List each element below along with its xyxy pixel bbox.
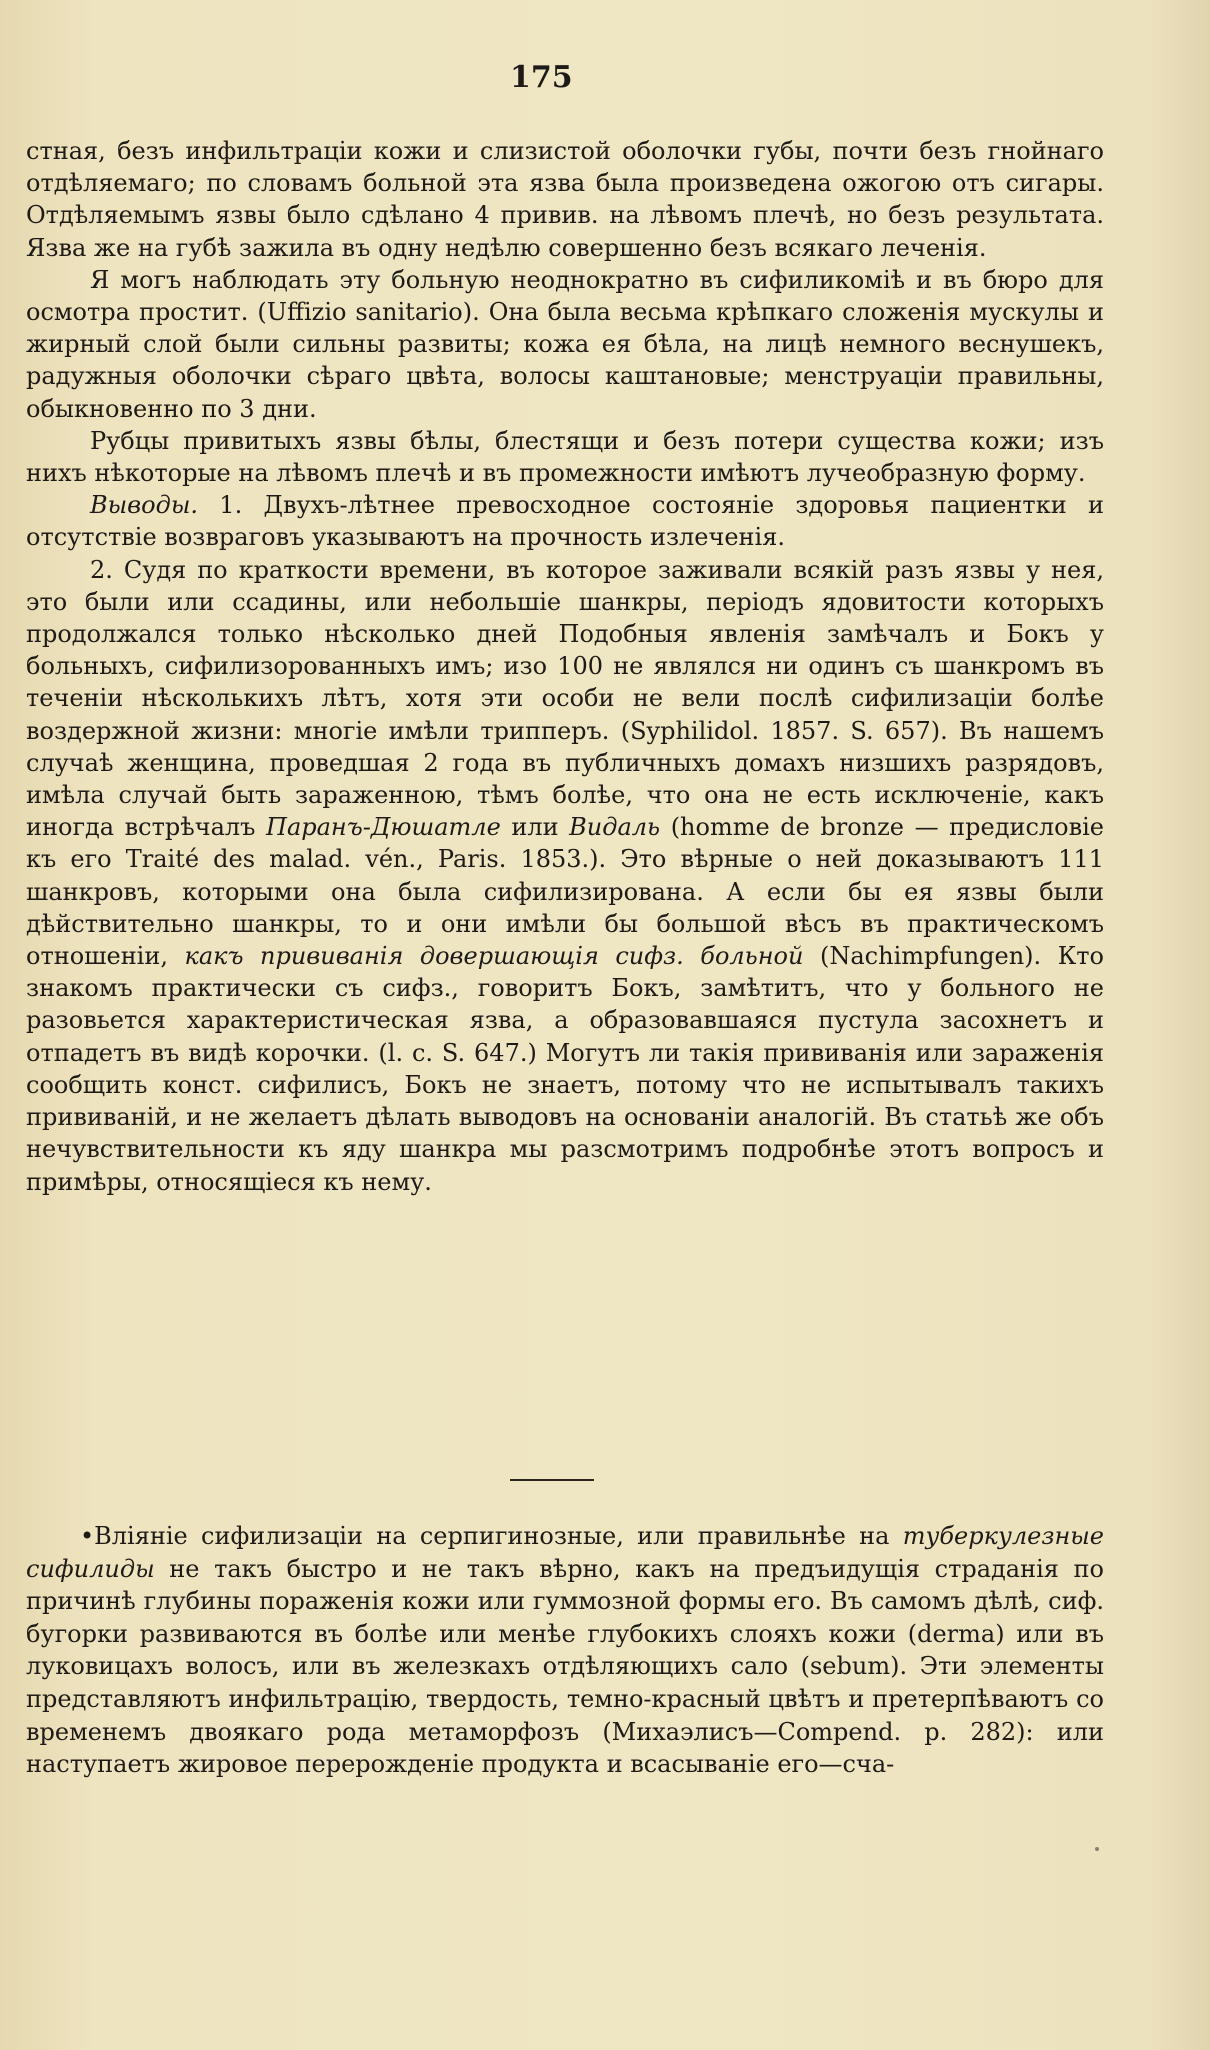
paragraph-4-conclusions [26,489,1104,553]
paragraph-1-text: стная, безъ инфильтраціи кожи и слизистой оболочки губы, почти безъ гнойнаго отдѣляемаго; по словамъ больной эта язва была произведена ожогою отъ сигары. Отдѣляемымъ язвы было сдѣлано 4 привив. на лѣвомъ плечѣ, но безъ результата. Язва же на губѣ зажила въ одну недѣлю совершенно безъ всякаго леченія. [26,137,1104,262]
footnote-marker: • [80,1522,95,1550]
footnote-paragraph [26,1520,1104,1781]
footnote-text-tail: не такъ быстро и не такъ вѣрно, какъ на предъидущія страданія по причинѣ глубины пораженія кожи или гуммозной формы его. Въ самомъ дѣлѣ, сиф. бугорки развиваются въ болѣе или менѣе глубокихъ слояхъ кожи (derma) или въ луковицахъ волосъ, или въ железкахъ отдѣляющихъ сало (sebum). Эти элементы представляютъ инфильтрацію, твердость, темно-красный цвѣтъ и претерпѣваютъ со временемъ двоякаго рода метаморфозъ (Михаэлисъ—Compend. p. 282): или наступаетъ жировое перерожденіе продукта и всасываніе его—сча- [26,1554,1104,1779]
paragraph-5-text-tail2: (Nachimpfungen). Кто знакомъ практически съ сифз., говоритъ Бокъ, замѣтитъ, что у больного не разовьется характеристическая язва, а образовавшаяся пустула засохнетъ и отпадетъ въ видѣ корочки. (l. c. S. 647.) Могутъ ли такія прививанія или зараженія сообщить конст. сифилисъ, Бокъ не знаетъ, потому что не испытывалъ такихъ прививаній, и не желаетъ дѣлать выводовъ на основаніи аналогій. Въ статьѣ же объ нечувствительности къ яду шанкра мы разсмотримъ подробнѣе этотъ вопросъ и примѣры, относящіеся къ нему. [26,942,1104,1196]
paragraph-5-text-lead: 2. Судя по краткости времени, въ которое заживали всякій разъ язвы у нея, это были или ссадины, или небольшіе шанкры, періодъ ядовитости которыхъ продолжался только нѣсколько дней Подобныя явленія замѣчалъ и Бокъ у больныхъ, сифилизорованныхъ имъ; изо 100 не являлся ни одинъ съ шанкромъ въ теченіи нѣсколькихъ лѣтъ, хотя эти особи не вели послѣ сифилизаціи болѣе воздержной жизни: многіе имѣли трипперъ. (Syphilidol. 1857. S. 657). Въ нашемъ случаѣ женщина, проведшая 2 года въ публичныхъ домахъ низшихъ разрядовъ, имѣла случай быть зараженною, тѣмъ болѣе, что она не есть исключеніе, какъ иногда встрѣчалъ [26,555,1104,842]
paragraph-3 [26,425,1104,489]
paragraph-2-text: Я могъ наблюдать эту больную неоднократно въ сифиликоміѣ и въ бюро для осмотра простит. (Uffizio sanitario). Она была весьма крѣпкаго сложенія мускулы и жирный слой были сильны развиты; кожа ея бѣла, на лицѣ немного веснушекъ, радужныя оболочки сѣраго цвѣта, волосы каштановые; менструаціи правильны, обыкновенно по 3 дни. [26,265,1104,423]
footnote-italic-term: туберкулезные сифилиды [26,1522,1104,1583]
author-name-parent-duchatelet: Паранъ-Дюшатле [266,813,501,842]
emphasized-phrase: какъ прививанія довершающія сифз. больной [184,942,804,971]
footnote-text-lead: Вліяніе сифилизаціи на серпигинозные, или правильнѣе на [94,1522,903,1550]
footnote [26,1520,1104,1781]
author-name-vidal: Видаль [569,813,661,842]
paragraph-3-text: Рубцы привитыхъ язвы бѣлы, блестящи и безъ потери существа кожи; изъ нихъ нѣкоторые на лѣвомъ плечѣ и въ промежности имѣютъ лучеобразную форму. [26,426,1104,488]
paragraph-5-text-mid: или [500,813,570,842]
paragraph-5-text-tail: (homme de bronze — предисловіе къ его Traité des malad. vén., Paris. 1853.). Это вѣрные о ней доказываютъ 111 шанкровъ, которыми она была сифилизирована. А если бы ея язвы были дѣйствительно шанкры, то и они имѣли бы большой вѣсъ въ практическомъ отношеніи, [26,813,1104,971]
paragraph-2 [26,264,1104,425]
footnote-divider [510,1479,594,1481]
page-number: 175 [510,60,573,95]
paper-spot [1095,1847,1099,1851]
paragraph-4-text: 1. Двухъ-лѣтнее превосходное состояніе здоровья пациентки и отсутствіе возвраговъ указываютъ на прочность излеченія. [26,491,1104,552]
conclusions-heading: Выводы. [90,491,198,520]
page-shadow-edge [1150,0,1210,2050]
main-text [26,135,1104,1198]
paragraph-1 [26,135,1104,264]
paragraph-5 [26,554,1104,1198]
